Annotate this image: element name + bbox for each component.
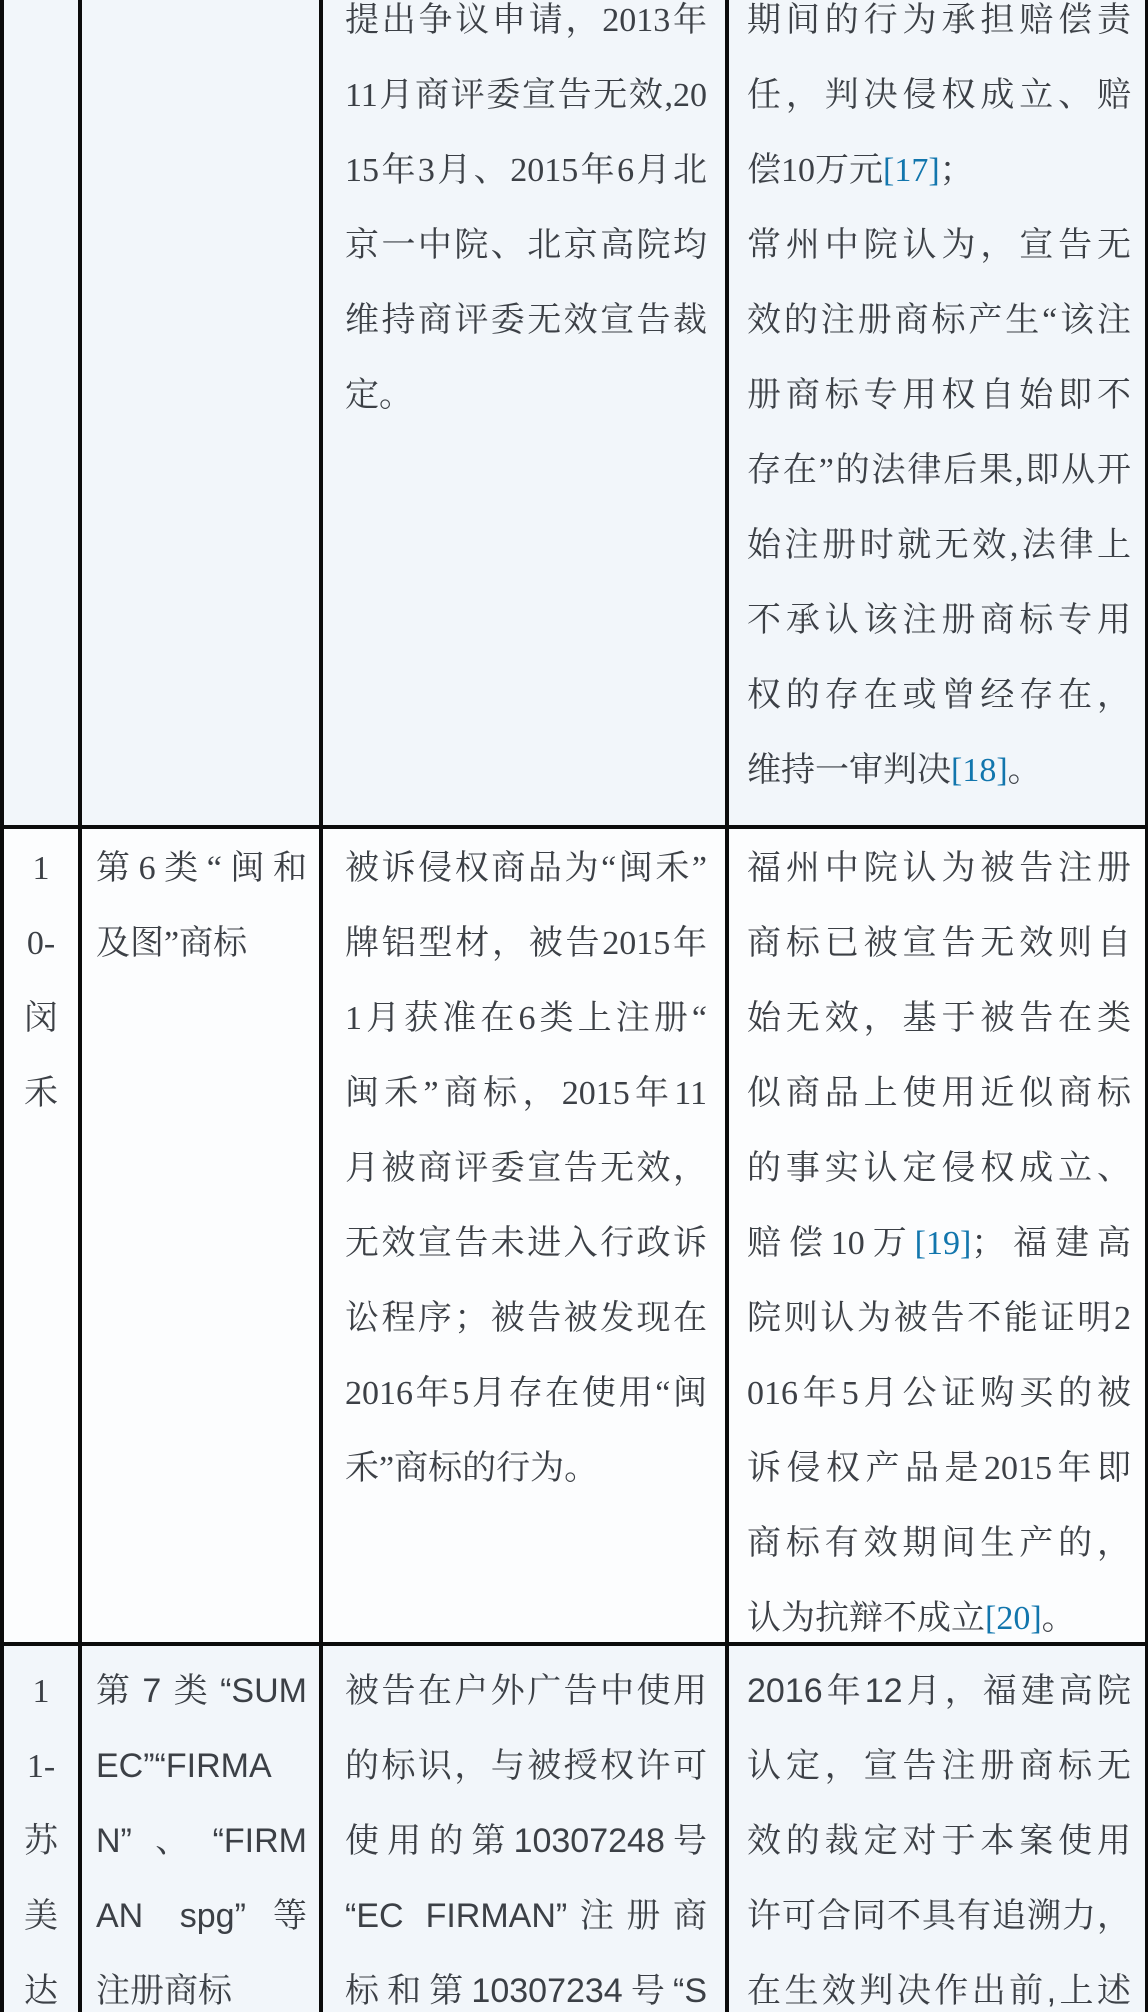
text-segment: 在生效判决作出前,上述: [747, 1972, 1131, 2010]
text-segment: 牌铝型材，被告2015年: [345, 925, 707, 962]
text-segment: 月被商评委宣告无效，: [345, 1150, 707, 1187]
text-segment: 始注册时就无效,法律上: [747, 527, 1131, 564]
text-line: [747, 1056, 1131, 1131]
text-line: [345, 981, 707, 1056]
citation-link[interactable]: [19]: [914, 1225, 972, 1262]
text-line: [747, 283, 1131, 358]
cell-court-ruling: [727, 0, 1147, 827]
text-segment: 禾: [24, 1075, 58, 1112]
text-segment: N”、“FIRM: [96, 1822, 307, 1860]
text-line: [10, 1729, 72, 1804]
text-segment: 第6类“闽和: [96, 850, 307, 887]
text-segment: 提出争议申请，2013年: [345, 2, 707, 39]
text-line: [747, 133, 1131, 208]
text-line: [747, 1729, 1131, 1804]
text-segment: 定。: [345, 377, 413, 414]
text-segment: 许可合同不具有追溯力，: [747, 1897, 1131, 1935]
text-segment: 。: [1041, 1600, 1076, 1637]
text-line: [345, 1804, 707, 1879]
text-segment: 福州中院认为被告注册: [747, 850, 1131, 887]
text-segment: 使用的第10307248号: [345, 1822, 707, 1860]
text-segment: 禾”商标的行为。: [345, 1450, 599, 1487]
text-line: [345, 358, 707, 433]
text-segment: ；福建高: [971, 1225, 1131, 1262]
text-line: [345, 0, 707, 58]
text-line: [10, 1879, 72, 1954]
text-segment: 2016年12月，福建高院: [747, 1672, 1131, 1710]
text-line: [747, 433, 1131, 508]
text-line: [747, 1356, 1131, 1431]
case-id-text: [10, 831, 72, 1131]
text-segment: 被诉侵权商品为“闽禾”: [345, 850, 707, 887]
text-segment: 1: [32, 1673, 50, 1710]
court-ruling-text: [747, 0, 1131, 808]
text-line: [10, 1654, 72, 1729]
facts-text: [345, 1654, 707, 2012]
text-line: [345, 133, 707, 208]
text-segment: 常州中院认为，宣告无: [747, 227, 1131, 264]
text-line: [345, 1131, 707, 1206]
text-segment: 诉侵权产品是2015年即: [747, 1450, 1131, 1487]
text-line: [96, 1804, 307, 1879]
text-segment: 1-: [26, 1748, 56, 1785]
text-line: [345, 1729, 707, 1804]
text-segment: 商标已被宣告无效则自: [747, 925, 1131, 962]
cell-trademark: [80, 0, 321, 827]
text-line: [345, 1879, 707, 1954]
text-segment: 标和第10307234号“S: [345, 1972, 707, 2010]
cell-case-id: [2, 827, 80, 1644]
case-id-text: [10, 1654, 72, 2012]
text-segment: ；: [939, 152, 974, 189]
text-segment: AN spg”等: [96, 1897, 307, 1935]
text-line: [747, 1804, 1131, 1879]
trademark-text: [96, 831, 307, 981]
text-line: [747, 208, 1131, 283]
text-line: [747, 981, 1131, 1056]
text-line: [10, 906, 72, 981]
text-segment: 的标识，与被授权许可: [345, 1747, 707, 1785]
text-line: [747, 583, 1131, 658]
text-line: [345, 58, 707, 133]
text-segment: 效的裁定对于本案使用: [747, 1822, 1131, 1860]
text-segment: EC”“FIRMA: [96, 1747, 272, 1785]
text-line: [10, 1056, 72, 1131]
text-line: [345, 1431, 707, 1506]
text-segment: 及图”商标: [96, 925, 248, 962]
text-segment: 1: [32, 850, 50, 887]
court-ruling-text: [747, 831, 1131, 1642]
text-segment: 苏: [24, 1823, 58, 1860]
cell-case-id: [2, 0, 80, 827]
text-segment: 偿10万元: [747, 152, 883, 189]
text-line: [10, 1954, 72, 2012]
cell-trademark: [80, 1644, 321, 2012]
text-line: [345, 1281, 707, 1356]
text-line: [747, 906, 1131, 981]
text-line: [747, 1206, 1131, 1281]
text-line: [345, 1356, 707, 1431]
text-line: [10, 1804, 72, 1879]
table-row-case-11-sumec: [2, 1644, 1147, 2012]
text-line: [96, 1954, 307, 2012]
cell-court-ruling: [727, 827, 1147, 1644]
text-line: [96, 1654, 307, 1729]
text-segment: 2016年5月存在使用“闽: [345, 1375, 707, 1412]
text-line: [747, 658, 1131, 733]
citation-link[interactable]: [18]: [951, 752, 1008, 789]
text-segment: 权的存在或曾经存在，: [747, 677, 1131, 714]
text-segment: 被告在户外广告中使用: [345, 1672, 707, 1710]
text-line: [345, 1954, 707, 2012]
text-segment: 无效宣告未进入行政诉: [345, 1225, 707, 1262]
text-line: [747, 1654, 1131, 1729]
cell-facts: [321, 827, 727, 1644]
text-line: [96, 831, 307, 906]
text-line: [345, 1654, 707, 1729]
text-line: [345, 1056, 707, 1131]
text-line: [747, 1431, 1131, 1506]
text-segment: “EC FIRMAN”注册商: [345, 1897, 707, 1935]
table-row-case-10-minhe: [2, 827, 1147, 1644]
text-line: [345, 906, 707, 981]
text-segment: 闽禾”商标，2015年11: [345, 1075, 707, 1112]
text-line: [747, 358, 1131, 433]
text-segment: 京一中院、北京高院均: [345, 227, 707, 264]
text-segment: 的事实认定侵权成立、: [747, 1150, 1131, 1187]
cell-trademark: [80, 827, 321, 1644]
citation-link[interactable]: [17]: [883, 152, 940, 189]
text-segment: 讼程序；被告被发现在: [345, 1300, 707, 1337]
text-segment: 达: [24, 1973, 58, 2010]
citation-link[interactable]: [20]: [985, 1600, 1042, 1637]
text-segment: 1月获准在6类上注册“: [345, 1000, 707, 1037]
text-segment: 016年5月公证购买的被: [747, 1375, 1131, 1412]
text-segment: 15年3月、2015年6月北: [345, 152, 707, 189]
text-segment: 维持一审判决: [747, 752, 951, 789]
text-line: [747, 1131, 1131, 1206]
text-line: [10, 831, 72, 906]
text-line: [747, 1281, 1131, 1356]
text-segment: 不承认该注册商标专用: [747, 602, 1131, 639]
text-line: [10, 981, 72, 1056]
text-segment: 闵: [24, 1000, 58, 1037]
text-line: [96, 1879, 307, 1954]
cell-facts: [321, 0, 727, 827]
facts-text: [345, 831, 707, 1506]
text-segment: 效的注册商标产生“该注: [747, 302, 1131, 339]
text-segment: 。: [1007, 752, 1042, 789]
text-segment: 商标有效期间生产的，: [747, 1525, 1131, 1562]
text-segment: 存在”的法律后果,即从开: [747, 452, 1131, 489]
text-line: [345, 208, 707, 283]
text-line: [747, 0, 1131, 58]
court-ruling-text: [747, 1654, 1131, 2012]
text-line: [747, 831, 1131, 906]
text-line: [345, 1206, 707, 1281]
text-segment: 赔偿10万: [747, 1225, 915, 1262]
text-segment: 任，判决侵权成立、赔: [747, 77, 1131, 114]
text-line: [747, 1506, 1131, 1581]
text-segment: 册商标专用权自始即不: [747, 377, 1131, 414]
text-line: [747, 1581, 1131, 1642]
text-line: [747, 1879, 1131, 1954]
text-line: [96, 1729, 307, 1804]
trademark-text: [96, 1654, 307, 2012]
text-segment: 始无效，基于被告在类: [747, 1000, 1131, 1037]
text-line: [345, 831, 707, 906]
text-segment: 0-: [26, 925, 56, 962]
text-segment: 认定，宣告注册商标无: [747, 1747, 1131, 1785]
text-segment: 似商品上使用近似商标: [747, 1075, 1131, 1112]
cell-facts: [321, 1644, 727, 2012]
text-line: [747, 733, 1131, 808]
text-segment: 注册商标: [96, 1972, 232, 2010]
text-segment: 美: [24, 1898, 58, 1935]
text-segment: 期间的行为承担赔偿责: [747, 2, 1131, 39]
text-line: [747, 508, 1131, 583]
facts-text: [345, 0, 707, 433]
text-segment: 11月商评委宣告无效,20: [345, 77, 707, 114]
text-segment: 维持商评委无效宣告裁: [345, 302, 707, 339]
cell-court-ruling: [727, 1644, 1147, 2012]
table-row-continued: [2, 0, 1147, 827]
text-line: [747, 1954, 1131, 2012]
text-segment: 第7类“SUM: [96, 1672, 307, 1710]
text-line: [345, 283, 707, 358]
text-line: [747, 58, 1131, 133]
text-segment: 院则认为被告不能证明2: [747, 1300, 1131, 1337]
cell-case-id: [2, 1644, 80, 2012]
text-segment: 认为抗辩不成立: [747, 1600, 985, 1637]
text-line: [96, 906, 307, 981]
